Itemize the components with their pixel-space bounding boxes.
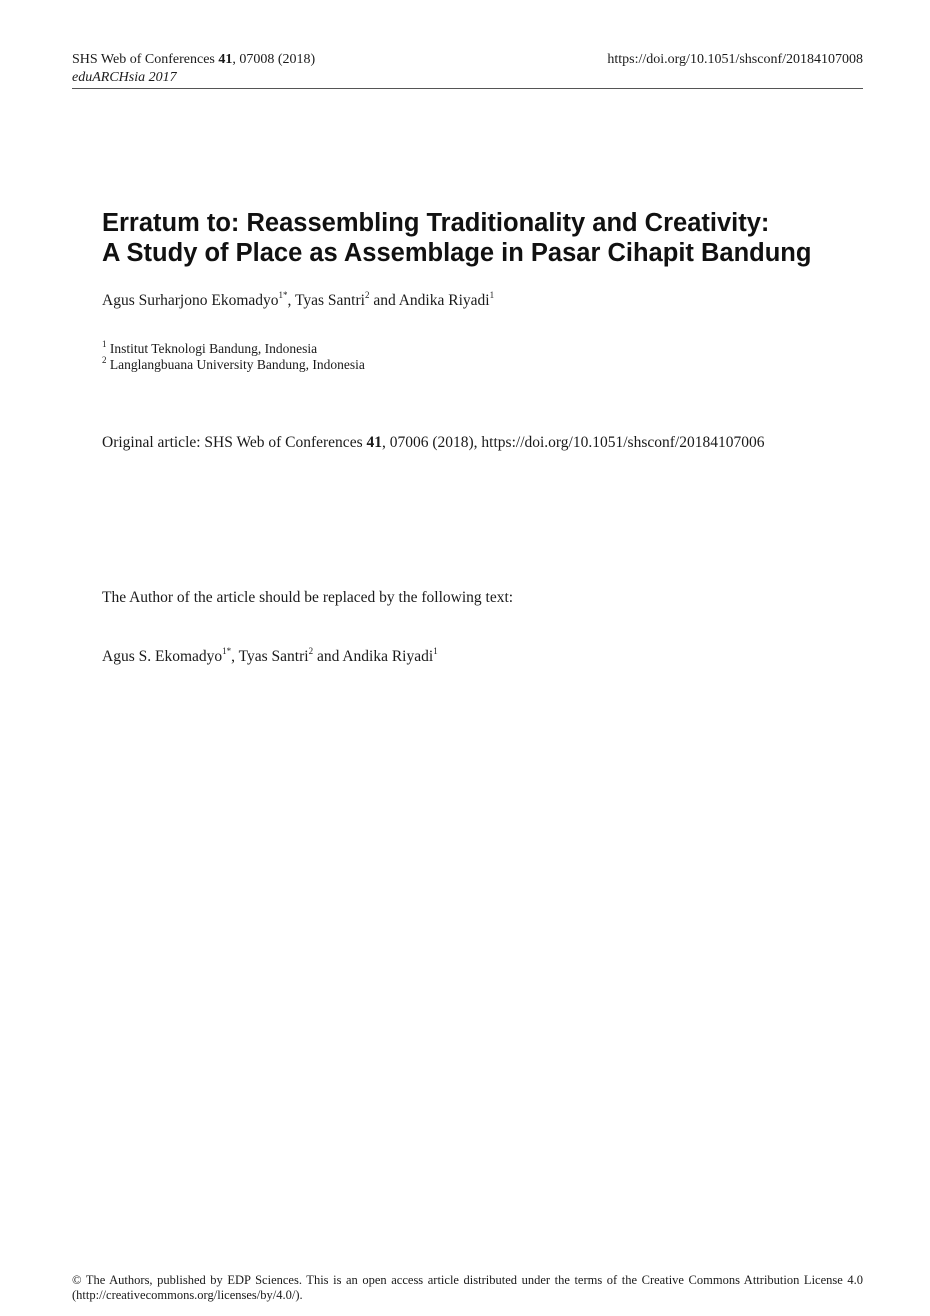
affiliation-text: Langlangbuana University Bandung, Indonesia bbox=[106, 357, 365, 372]
conference-name: eduARCHsia 2017 bbox=[72, 70, 177, 85]
journal-name: SHS Web of Conferences bbox=[72, 52, 219, 67]
author-affiliation-marker: 1* bbox=[278, 289, 288, 300]
affiliation-marker: 1 bbox=[102, 338, 107, 349]
author-affiliation-marker: 1* bbox=[222, 645, 232, 656]
author-affiliation-marker: 1 bbox=[433, 645, 438, 656]
journal-article-number: , 07008 (2018) bbox=[232, 52, 316, 67]
author-list bbox=[102, 289, 495, 310]
author-separator: , bbox=[231, 648, 239, 665]
original-article-prefix: Original article: SHS Web of Conferences bbox=[102, 434, 367, 451]
author-affiliation-marker: 1 bbox=[489, 289, 495, 300]
original-article-volume: 41 bbox=[366, 434, 382, 451]
author-separator: , bbox=[287, 292, 295, 309]
paper-title-line-2: A Study of Place as Assemblage in Pasar Cihapit Bandung bbox=[102, 239, 812, 267]
license-footer: © The Authors, published by EDP Sciences. This is an open access article distributed under the terms of the Creative Commons Attribution License 4.0 (http://creativecommons.org/licenses/by/4.0/). bbox=[72, 1273, 863, 1302]
paper-title-line-1: Erratum to: Reassembling Traditionality and Creativity: bbox=[102, 209, 770, 237]
author-name: Agus S. Ekomadyo bbox=[102, 648, 223, 665]
author-name: Andika Riyadi bbox=[398, 292, 490, 309]
author-name: Andika Riyadi bbox=[342, 648, 434, 665]
affiliation-item bbox=[102, 354, 365, 373]
author-name: Agus Surharjono Ekomadyo bbox=[102, 292, 279, 309]
affiliation-item bbox=[102, 338, 318, 357]
journal-citation bbox=[72, 52, 315, 68]
erratum-statement: The Author of the article should be replaced by the following text: bbox=[102, 589, 514, 606]
corrected-author-list bbox=[102, 645, 438, 666]
journal-volume: 41 bbox=[218, 52, 233, 67]
author-affiliation-marker: 2 bbox=[364, 289, 370, 300]
affiliation-text: Institut Teknologi Bandung, Indonesia bbox=[106, 341, 318, 356]
header-doi-link[interactable]: https://doi.org/10.1051/shsconf/20184107008 bbox=[607, 52, 863, 67]
affiliation-marker: 2 bbox=[102, 354, 107, 365]
paper-title bbox=[102, 208, 862, 268]
author-affiliation-marker: 2 bbox=[308, 645, 314, 656]
author-name: Tyas Santri bbox=[238, 648, 309, 665]
original-article-details: , 07006 (2018), https://doi.org/10.1051/shsconf/20184107006 bbox=[381, 434, 765, 451]
author-separator: and bbox=[313, 648, 343, 665]
author-separator: and bbox=[369, 292, 399, 309]
header-divider bbox=[72, 88, 863, 89]
author-name: Tyas Santri bbox=[295, 292, 365, 309]
original-article-reference bbox=[102, 434, 764, 452]
